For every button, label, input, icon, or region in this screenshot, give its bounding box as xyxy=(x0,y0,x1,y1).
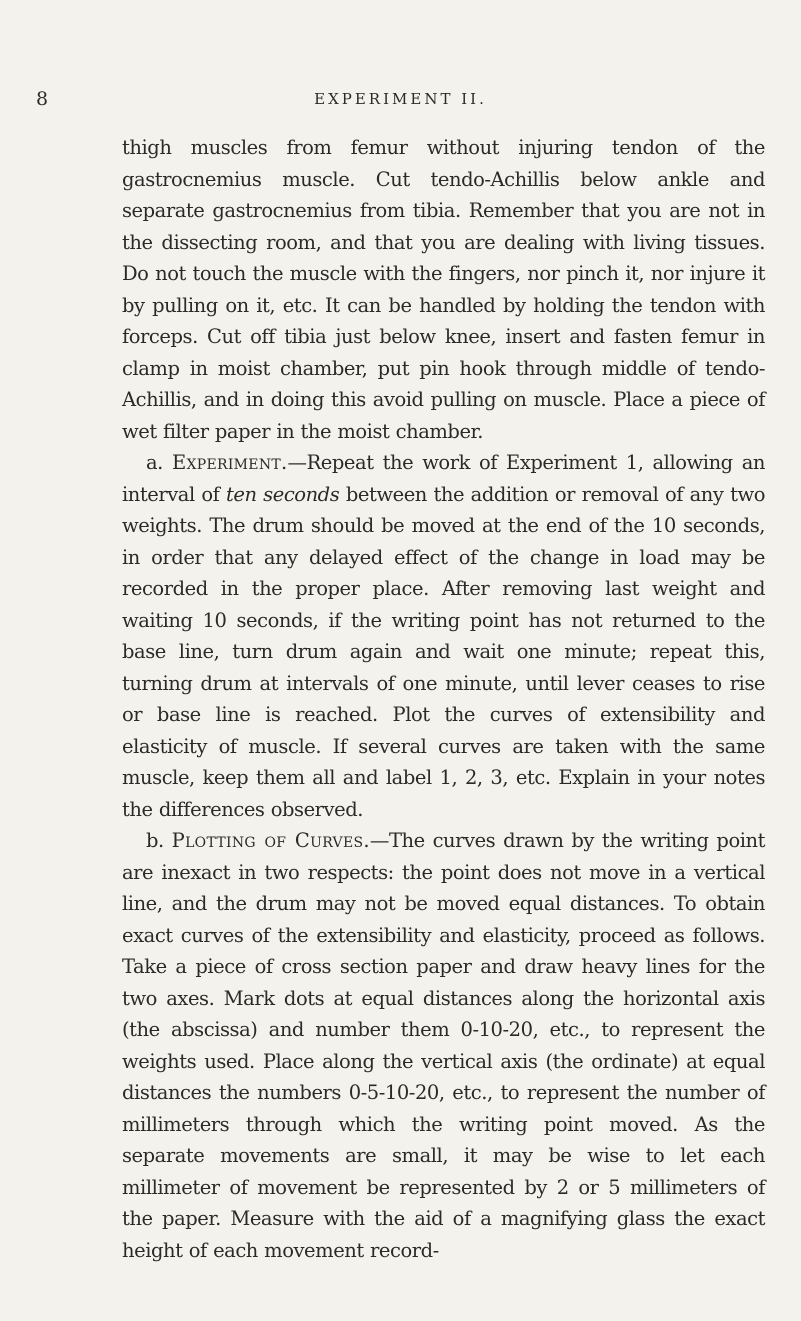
em-dash: — xyxy=(287,451,307,474)
page-header xyxy=(0,88,801,112)
paragraph-text: between the addition or removal of any two weights. The drum should be moved at the end of the 10 seconds, in order that any delayed effect of the change in load may be recorded in the proper place. After removing last weight and waiting 10 seconds, if the writing point has not returned to the base line, turn drum again and wait one minute; repeat this, turning drum at intervals of one minute, until lever ceases to rise or base line is reached. Plot the curves of extensibility and elasticity of muscle. If several curves are taken with the same muscle, keep them all and label 1, 2, 3, etc. Explain in your notes the differences observed. xyxy=(122,482,765,821)
paragraph-plotting xyxy=(122,825,765,1266)
body-text xyxy=(122,132,765,1266)
emphasis-text: ten seconds xyxy=(226,482,340,506)
paragraph-continuation: thigh muscles from femur without injuring tendon of the gastrocnemius muscle. Cut tendo-Achillis below ankle and separate gastrocnemius from tibia. Remember that you are not in the dissecting room, and that you are dealing with living tissues. Do not touch the muscle with the fingers, nor pinch it, nor injure it by pulling on it, etc. It can be handled by holding the tendon with forceps. Cut off tibia just below knee, insert and fasten femur in clamp in moist chamber, put pin hook through middle of tendo-Achillis, and in doing this avoid pulling on muscle. Place a piece of wet filter paper in the moist chamber. xyxy=(122,136,765,443)
paragraph-label: a. xyxy=(146,451,163,474)
running-head: EXPERIMENT II. xyxy=(314,90,487,108)
page-number: 8 xyxy=(36,88,49,110)
paragraph-label: b. xyxy=(146,829,164,852)
section-heading: Experiment. xyxy=(171,451,288,474)
em-dash: — xyxy=(369,829,389,852)
paragraph-text: Repeat the work of Experiment 1, allowing an interval of xyxy=(122,451,766,506)
section-heading: Plotting of Curves. xyxy=(171,829,370,852)
paragraph-text: The curves drawn by the writing point are inexact in two respects: the point does not move in a vertical line, and the drum may not be moved equal distances. To obtain exact curves of the extensibility and elasticity, proceed as follows. Take a piece of cross section paper and draw heavy lines for the two axes. Mark dots at equal distances along the horizontal axis (the abscissa) and number them 0-10-20, etc., to represent the weights used. Place along the vertical axis (the ordinate) at equal distances the numbers 0-5-10-20, etc., to represent the number of millimeters through which the writing point moved. As the separate movements are small, it may be wise to let each millimeter of movement be represented by 2 or 5 millimeters of the paper. Measure with the aid of a magnifying glass the exact height of each movement record- xyxy=(122,829,766,1262)
paragraph-experiment xyxy=(122,447,765,825)
